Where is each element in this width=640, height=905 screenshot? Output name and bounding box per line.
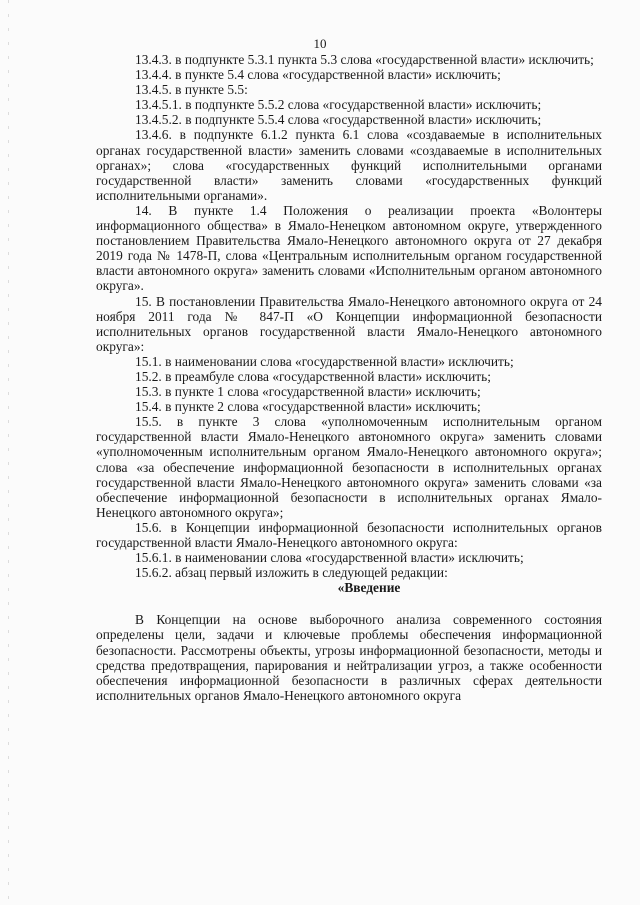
paragraph-15-1: 15.1. в наименовании слова «государственной власти» исключить; <box>135 353 514 369</box>
document-body <box>96 52 602 703</box>
section-heading-introduction: «Введение <box>337 580 401 596</box>
paragraph-gap <box>96 595 602 612</box>
paragraph-15-6-1: 15.6.1. в наименовании слова «государственной власти» исключить; <box>135 550 524 566</box>
paragraph-13-4-5: 13.4.5. в пункте 5.5: <box>135 82 248 98</box>
paragraph-15-4: 15.4. в пункте 2 слова «государственной власти» исключить; <box>135 399 481 415</box>
scan-edge-marks <box>8 0 9 905</box>
paragraph-13-4-6: 13.4.6. в подпункте 6.1.2 пункта 6.1 слова «создаваемые в исполнительных органах государственной власти» заменить словами «создаваемые в исполнительных органах»; слова «государственных функций исполнительными органами государственной власти» заменить словами «государственных функций исполнительными органами». <box>96 127 602 203</box>
paragraph-13-4-4: 13.4.4. в пункте 5.4 слова «государственной власти» исключить; <box>135 67 501 83</box>
paragraph-13-4-3: 13.4.3. в подпункте 5.3.1 пункта 5.3 слова «государственной власти» исключить; <box>135 52 594 67</box>
page-number: 10 <box>313 36 327 51</box>
paragraph-14: 14. В пункте 1.4 Положения о реализации проекта «Волонтеры информационного общества» в Ямало-Ненецком автономном округе, утвержденного постановлением Правительства Ямало-Ненецкого автономного округа от 27 декабря 2019 года № 1478-П, слова «Центральным исполнительным органом государственной власти автономного округа» заменить словами «Исполнительным органом автономного округа». <box>96 202 602 294</box>
paragraph-13-4-5-1: 13.4.5.1. в подпункте 5.5.2 слова «государственной власти» исключить; <box>135 97 542 113</box>
paragraph-15-3: 15.3. в пункте 1 слова «государственной власти» исключить; <box>135 384 481 400</box>
paragraph-15-5: 15.5. в пункте 3 слова «уполномоченным исполнительным органом государственной власти Ямало-Ненецкого автономного округа» заменить словами «уполномоченным исполнительным органом Ямало-Ненецкого автономного округа»; слова «за обеспечение информационной безопасности в исполнительных органах государственной власти Ямало-Ненецкого автономного округа» заменить словами «за обеспечение информационной безопасности в исполнительных органах Ямало-Ненецкого автономного округа»; <box>96 414 602 520</box>
paragraph-15: 15. В постановлении Правительства Ямало-Ненецкого автономного округа от 24 ноября 2011 года № 847-П «О Концепции информационной безопасности исполнительных органов государственной власти Ямало-Ненецкого автономного округа»: <box>96 293 602 354</box>
paragraph-15-6-2: 15.6.2. абзац первый изложить в следующей редакции: <box>135 565 448 581</box>
paragraph-introduction: В Концепции на основе выборочного анализа современного состояния определены цели, задачи и ключевые проблемы обеспечения информационной безопасности. Рассмотрены объекты, угрозы информационной безопасности, методы и средства предотвращения, парирования и нейтрализации угроз, а также особенности обеспечения информационной безопасности в различных сферах деятельности исполнительных органов Ямало-Ненецкого автономного округа <box>96 612 602 703</box>
paragraph-15-2: 15.2. в преамбуле слова «государственной власти» исключить; <box>135 368 491 384</box>
paragraph-13-4-5-2: 13.4.5.2. в подпункте 5.5.4 слова «государственной власти» исключить; <box>135 112 542 128</box>
paragraph-15-6: 15.6. в Концепции информационной безопасности исполнительных органов государственной власти Ямало-Ненецкого автономного округа: <box>96 519 602 550</box>
